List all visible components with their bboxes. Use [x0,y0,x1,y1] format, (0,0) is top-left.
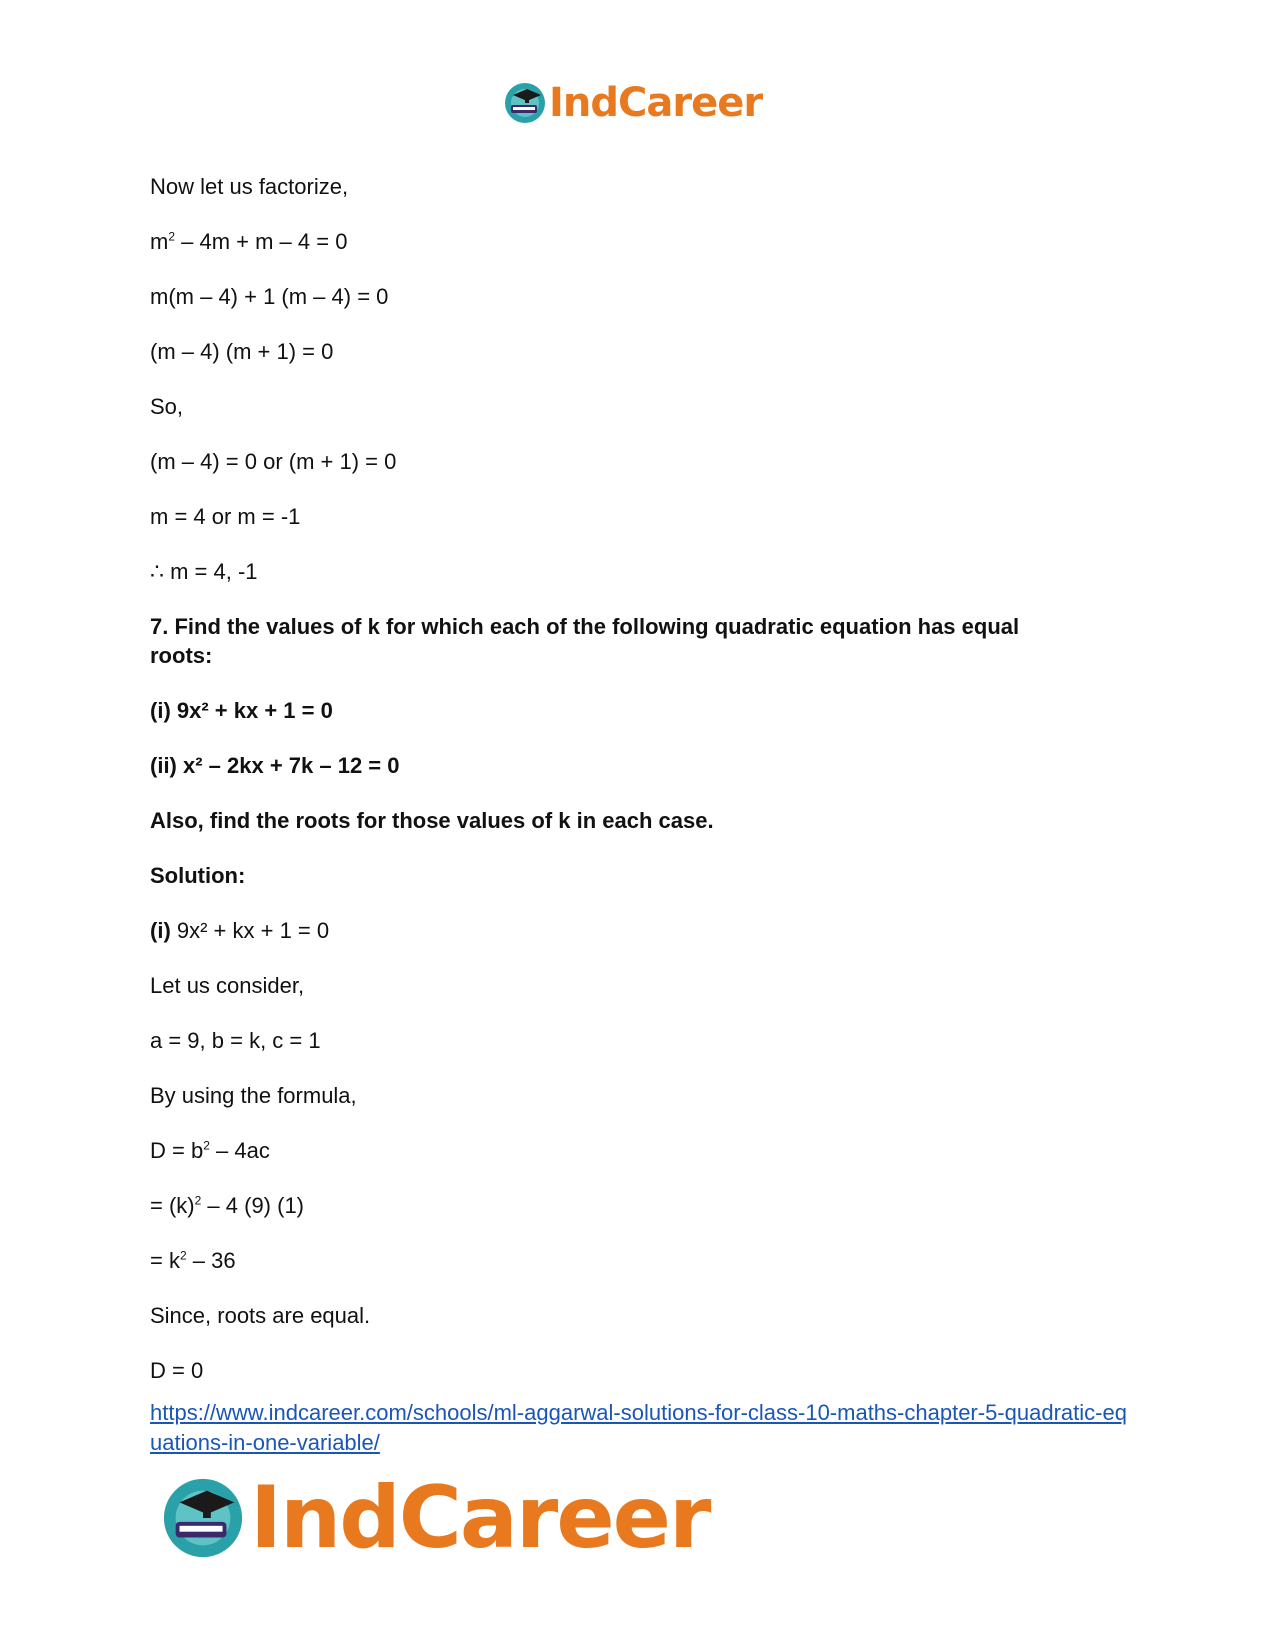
solution-part-i: (i) 9x² + kx + 1 = 0 [150,918,330,943]
graduation-book-icon [503,81,547,125]
brand-logo-top [503,78,762,128]
question-part-ii: (ii) x² – 2kx + 7k – 12 = 0 [150,753,400,778]
text-line: By using the formula, [150,1083,357,1108]
document-body [150,172,1130,1385]
equation-line: (m – 4) (m + 1) = 0 [150,339,334,364]
footer-link-block [150,1398,1130,1458]
equation-line: m = 4 or m = -1 [150,504,301,529]
equation-line: $m^2 - 4m + m - 4 = 0$ [150,229,348,254]
graduation-book-icon [160,1475,246,1561]
equation-line: = $(k)^2 - 4$ (9) (1) [150,1193,305,1218]
text-line: Let us consider, [150,973,305,998]
brand-logo-bottom [160,1468,709,1568]
equation-line: = $k^2 - 36$ [150,1248,236,1273]
question-instruction: Also, find the roots for those values of k in each case. [150,808,714,833]
text-line: Since, roots are equal. [150,1303,371,1328]
question-part-i: (i) 9x² + kx + 1 = 0 [150,698,333,723]
result-line: ∴ m = 4, -1 [150,559,258,584]
equation-line: (m – 4) = 0 or (m + 1) = 0 [150,449,397,474]
equation-line: D = 0 [150,1358,204,1383]
brand-wordmark-bottom: IndCareer [250,1468,710,1568]
text-line: Now let us factorize, [150,174,349,199]
source-link[interactable]: https://www.indcareer.com/schools/ml-aggarwal-solutions-for-class-10-maths-chapter-5-quadratic-equations-in-one-variable/ [150,1400,1127,1455]
equation-line: $D = b^2 - 4ac$ [150,1138,270,1163]
equation-line: m(m – 4) + 1 (m – 4) = 0 [150,284,389,309]
solution-heading: Solution: [150,863,246,888]
equation-line: a = 9, b = k, c = 1 [150,1028,321,1053]
text-line: So, [150,394,184,419]
brand-wordmark-top: IndCareer [549,80,763,126]
question-heading: 7. Find the values of k for which each of the following quadratic equation has equal roots: [150,614,1020,668]
